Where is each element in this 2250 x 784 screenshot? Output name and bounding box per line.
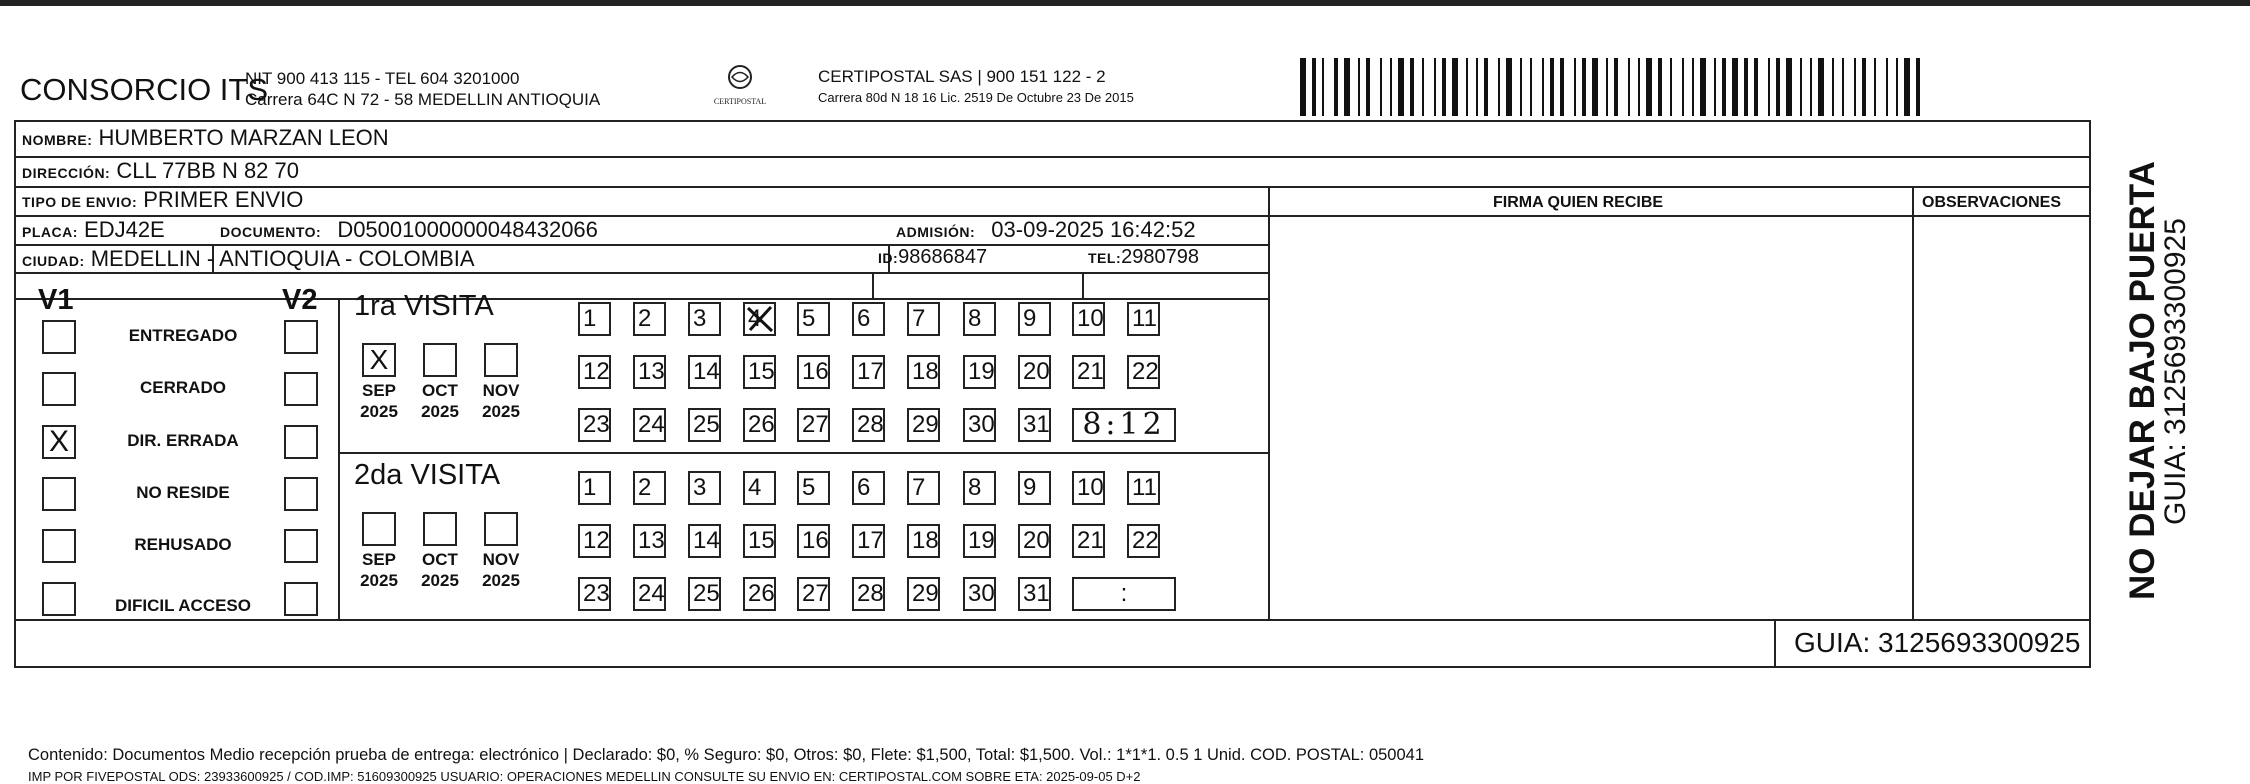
- day-checkbox[interactable]: 10: [1072, 471, 1105, 505]
- day-checkbox[interactable]: 17: [852, 355, 885, 389]
- day-checkbox[interactable]: 9: [1018, 471, 1051, 505]
- placa-field: [22, 217, 165, 243]
- day-checkbox[interactable]: 7: [907, 471, 940, 505]
- day-checkbox[interactable]: 13: [633, 355, 666, 389]
- day-checkbox[interactable]: 14: [688, 355, 721, 389]
- day-checkbox[interactable]: 22: [1127, 524, 1160, 558]
- tel-value: 2980798: [1121, 246, 1199, 268]
- day-checkbox[interactable]: 14: [688, 524, 721, 558]
- admision-label: ADMISIÓN:: [896, 224, 976, 240]
- day-checkbox[interactable]: 20: [1018, 524, 1051, 558]
- day-checkbox[interactable]: 5: [797, 302, 830, 336]
- ciudad-field: [22, 246, 475, 272]
- tel-label: TEL:: [1088, 250, 1122, 266]
- admision-field: [896, 217, 1196, 243]
- v2-checkbox[interactable]: [284, 372, 318, 406]
- day-checkbox[interactable]: 2: [633, 471, 666, 505]
- day-checkbox[interactable]: 26: [743, 577, 776, 611]
- v1-checkbox[interactable]: X: [42, 425, 76, 459]
- day-checkbox[interactable]: 27: [797, 408, 830, 442]
- day-checkbox[interactable]: 15: [743, 355, 776, 389]
- direccion-value: CLL 77BB N 82 70: [116, 158, 299, 183]
- row-divider: [16, 298, 1268, 300]
- v1-checkbox[interactable]: [42, 529, 76, 563]
- direccion-label: DIRECCIÓN:: [22, 165, 111, 181]
- day-checkbox[interactable]: 6: [852, 471, 885, 505]
- day-checkbox[interactable]: 28: [852, 577, 885, 611]
- observaciones-header: OBSERVACIONES: [1922, 194, 2061, 211]
- guia-number: GUIA: 3125693300925: [1794, 627, 2081, 658]
- top-border: [0, 0, 2250, 6]
- day-number: 4: [748, 305, 762, 332]
- v2-checkbox[interactable]: [284, 582, 318, 616]
- guide-form: [14, 120, 2091, 784]
- status-label: NO RESIDE: [136, 483, 230, 502]
- day-checkbox[interactable]: 2: [633, 302, 666, 336]
- day-checkbox[interactable]: 30: [963, 577, 996, 611]
- placa-label: PLACA:: [22, 224, 78, 240]
- documento-label: DOCUMENTO:: [220, 224, 322, 240]
- day-checkbox[interactable]: 18: [907, 355, 940, 389]
- day-checkbox[interactable]: 3: [688, 471, 721, 505]
- id-value: 98686847: [898, 246, 988, 268]
- company-name: CONSORCIO ITS: [20, 72, 269, 107]
- contenido-text: Contenido: Documentos Medio recepción prueba de entrega: electrónico | Declarado: $0, % Seguro: $0, Otros: $0, Flete: $1,500, Total: $1,500. Vol.: 1*1*1. 0.5 1 Unid. COD. POSTAL: 050041: [28, 746, 1425, 764]
- visit-divider: [338, 452, 1268, 454]
- warning-text: NO DEJAR BAJO PUERTA: [2123, 161, 2162, 600]
- day-checkbox[interactable]: 29: [907, 408, 940, 442]
- imp-text: IMP POR FIVEPOSTAL ODS: 23933600925 / COD.IMP: 51609300925 USUARIO: OPERACIONES MEDELLIN CONSULTE SU ENVIO EN: CERTIPOSTAL.COM SOBRE ETA: 2025-09-05 D+2: [28, 769, 1141, 784]
- v1-checkbox[interactable]: [42, 320, 76, 354]
- logo-text: CERTIPOSTAL: [713, 97, 767, 106]
- day-checkbox[interactable]: 22: [1127, 355, 1160, 389]
- day-checkbox[interactable]: 10: [1072, 302, 1105, 336]
- day-checkbox[interactable]: 30: [963, 408, 996, 442]
- day-checkbox[interactable]: 19: [963, 355, 996, 389]
- month-checkbox-second[interactable]: [423, 512, 457, 546]
- day-checkbox[interactable]: 1: [578, 302, 611, 336]
- month-label: [352, 549, 406, 591]
- day-checkbox-marked[interactable]: [743, 302, 776, 336]
- direccion-field: [22, 158, 299, 184]
- month-year: 2025: [360, 402, 398, 421]
- nombre-value: HUMBERTO MARZAN LEON: [98, 125, 389, 150]
- day-checkbox[interactable]: 9: [1018, 302, 1051, 336]
- row-divider: [16, 186, 2089, 188]
- ciudad-label: CIUDAD:: [22, 253, 85, 269]
- day-checkbox[interactable]: 12: [578, 355, 611, 389]
- day-checkbox[interactable]: 23: [578, 577, 611, 611]
- column-divider: [338, 298, 340, 619]
- company-address: Carrera 64C N 72 - 58 MEDELLIN ANTIOQUIA: [245, 90, 601, 109]
- row-divider: [1268, 215, 2089, 217]
- column-divider: [1774, 619, 1776, 666]
- company-info: [245, 68, 600, 110]
- day-checkbox[interactable]: 26: [743, 408, 776, 442]
- tipo-envio-label: TIPO DE ENVIO:: [22, 194, 138, 210]
- month-label: [413, 549, 467, 591]
- month-year: 2025: [482, 402, 520, 421]
- first-visit-title: 1ra VISITA: [354, 290, 494, 322]
- row-divider: [16, 272, 1268, 274]
- day-checkbox[interactable]: 11: [1127, 471, 1160, 505]
- id-field: [878, 246, 987, 269]
- status-label: DIR. ERRADA: [127, 431, 239, 450]
- handwritten-x-mark: [745, 304, 775, 334]
- day-checkbox[interactable]: 17: [852, 524, 885, 558]
- v2-checkbox[interactable]: [284, 529, 318, 563]
- documento-field: [220, 217, 598, 243]
- column-divider: [872, 272, 874, 298]
- firma-header: FIRMA QUIEN RECIBE: [1493, 194, 1664, 211]
- v1-checkbox[interactable]: [42, 372, 76, 406]
- month-checkbox-first[interactable]: X: [362, 343, 396, 377]
- certipostal-nit: CERTIPOSTAL SAS | 900 151 122 - 2: [818, 67, 1106, 86]
- barcode-icon: [1300, 58, 1932, 116]
- day-checkbox[interactable]: 25: [688, 408, 721, 442]
- tipo-envio-value: PRIMER ENVIO: [143, 187, 304, 212]
- month-name: SEP: [361, 381, 397, 400]
- v2-checkbox[interactable]: [284, 320, 318, 354]
- tel-field: [1088, 246, 1199, 269]
- day-checkbox[interactable]: 15: [743, 524, 776, 558]
- row-divider: [16, 156, 2089, 158]
- column-divider: [1268, 186, 1270, 619]
- nombre-label: NOMBRE:: [22, 132, 93, 148]
- v2-label: V2: [282, 284, 318, 316]
- day-checkbox[interactable]: 8: [963, 302, 996, 336]
- day-checkbox[interactable]: 1: [578, 471, 611, 505]
- status-label: CERRADO: [140, 378, 226, 397]
- month-year: 2025: [421, 571, 459, 590]
- day-checkbox[interactable]: 28: [852, 408, 885, 442]
- footer-divider: [16, 619, 2089, 621]
- side-guia-number: GUIA: 3125693300925: [2159, 218, 2192, 525]
- day-checkbox[interactable]: 5: [797, 471, 830, 505]
- tipo-envio-field: [22, 187, 303, 213]
- status-label: ENTREGADO: [128, 326, 238, 345]
- column-divider: [1912, 186, 1914, 619]
- placa-value: EDJ42E: [84, 217, 165, 242]
- day-checkbox[interactable]: 4: [743, 471, 776, 505]
- day-checkbox[interactable]: 21: [1072, 524, 1105, 558]
- time-field[interactable]: :: [1072, 577, 1176, 611]
- column-divider: [1082, 272, 1084, 298]
- day-checkbox[interactable]: 27: [797, 577, 830, 611]
- day-checkbox[interactable]: 31: [1018, 408, 1051, 442]
- day-checkbox[interactable]: 7: [907, 302, 940, 336]
- month-year: 2025: [421, 402, 459, 421]
- documento-value: D05001000000048432066: [337, 217, 598, 242]
- v1-checkbox[interactable]: [42, 477, 76, 511]
- day-checkbox[interactable]: 16: [797, 524, 830, 558]
- v1-checkbox[interactable]: [42, 582, 76, 616]
- month-label: [474, 549, 528, 591]
- day-checkbox[interactable]: 29: [907, 577, 940, 611]
- day-checkbox[interactable]: 3: [688, 302, 721, 336]
- status-label: DIFICIL ACCESO: [114, 596, 251, 615]
- day-checkbox[interactable]: 8: [963, 471, 996, 505]
- company-nit: NIT 900 413 115 - TEL 604 3201000: [245, 69, 520, 88]
- month-name: SEP: [361, 550, 397, 569]
- month-name: OCT: [422, 550, 458, 569]
- month-label: [474, 380, 528, 422]
- month-name: NOV: [482, 381, 520, 400]
- nombre-field: [22, 125, 389, 151]
- id-label: ID:: [878, 250, 899, 266]
- day-checkbox[interactable]: 18: [907, 524, 940, 558]
- month-label: [352, 380, 406, 422]
- ciudad-value: MEDELLIN - ANTIOQUIA - COLOMBIA: [90, 246, 475, 271]
- status-label: REHUSADO: [134, 535, 232, 554]
- month-name: NOV: [482, 550, 520, 569]
- written-time[interactable]: 8:12: [1072, 408, 1176, 442]
- v2-checkbox[interactable]: [284, 477, 318, 511]
- certipostal-info: [818, 66, 1134, 108]
- day-checkbox[interactable]: 31: [1018, 577, 1051, 611]
- second-visit-title: 2da VISITA: [354, 459, 501, 491]
- day-checkbox[interactable]: 25: [688, 577, 721, 611]
- month-checkbox-first[interactable]: [484, 343, 518, 377]
- v1-label: V1: [38, 284, 74, 316]
- day-checkbox[interactable]: 23: [578, 408, 611, 442]
- month-name: OCT: [422, 381, 458, 400]
- month-checkbox-first[interactable]: [423, 343, 457, 377]
- day-checkbox[interactable]: 24: [633, 577, 666, 611]
- day-checkbox[interactable]: 11: [1127, 302, 1160, 336]
- day-checkbox[interactable]: 13: [633, 524, 666, 558]
- day-checkbox[interactable]: 6: [852, 302, 885, 336]
- day-checkbox[interactable]: 21: [1072, 355, 1105, 389]
- day-checkbox[interactable]: 16: [797, 355, 830, 389]
- day-checkbox[interactable]: 20: [1018, 355, 1051, 389]
- month-checkbox-second[interactable]: [362, 512, 396, 546]
- v2-checkbox[interactable]: [284, 425, 318, 459]
- month-checkbox-second[interactable]: [484, 512, 518, 546]
- certipostal-logo-icon: [705, 62, 775, 112]
- month-label: [413, 380, 467, 422]
- day-checkbox[interactable]: 12: [578, 524, 611, 558]
- day-checkbox[interactable]: 24: [633, 408, 666, 442]
- day-checkbox[interactable]: 19: [963, 524, 996, 558]
- certipostal-license: Carrera 80d N 18 16 Lic. 2519 De Octubre 23 De 2015: [818, 90, 1134, 105]
- admision-value: 03-09-2025 16:42:52: [991, 217, 1196, 242]
- month-year: 2025: [482, 571, 520, 590]
- month-year: 2025: [360, 571, 398, 590]
